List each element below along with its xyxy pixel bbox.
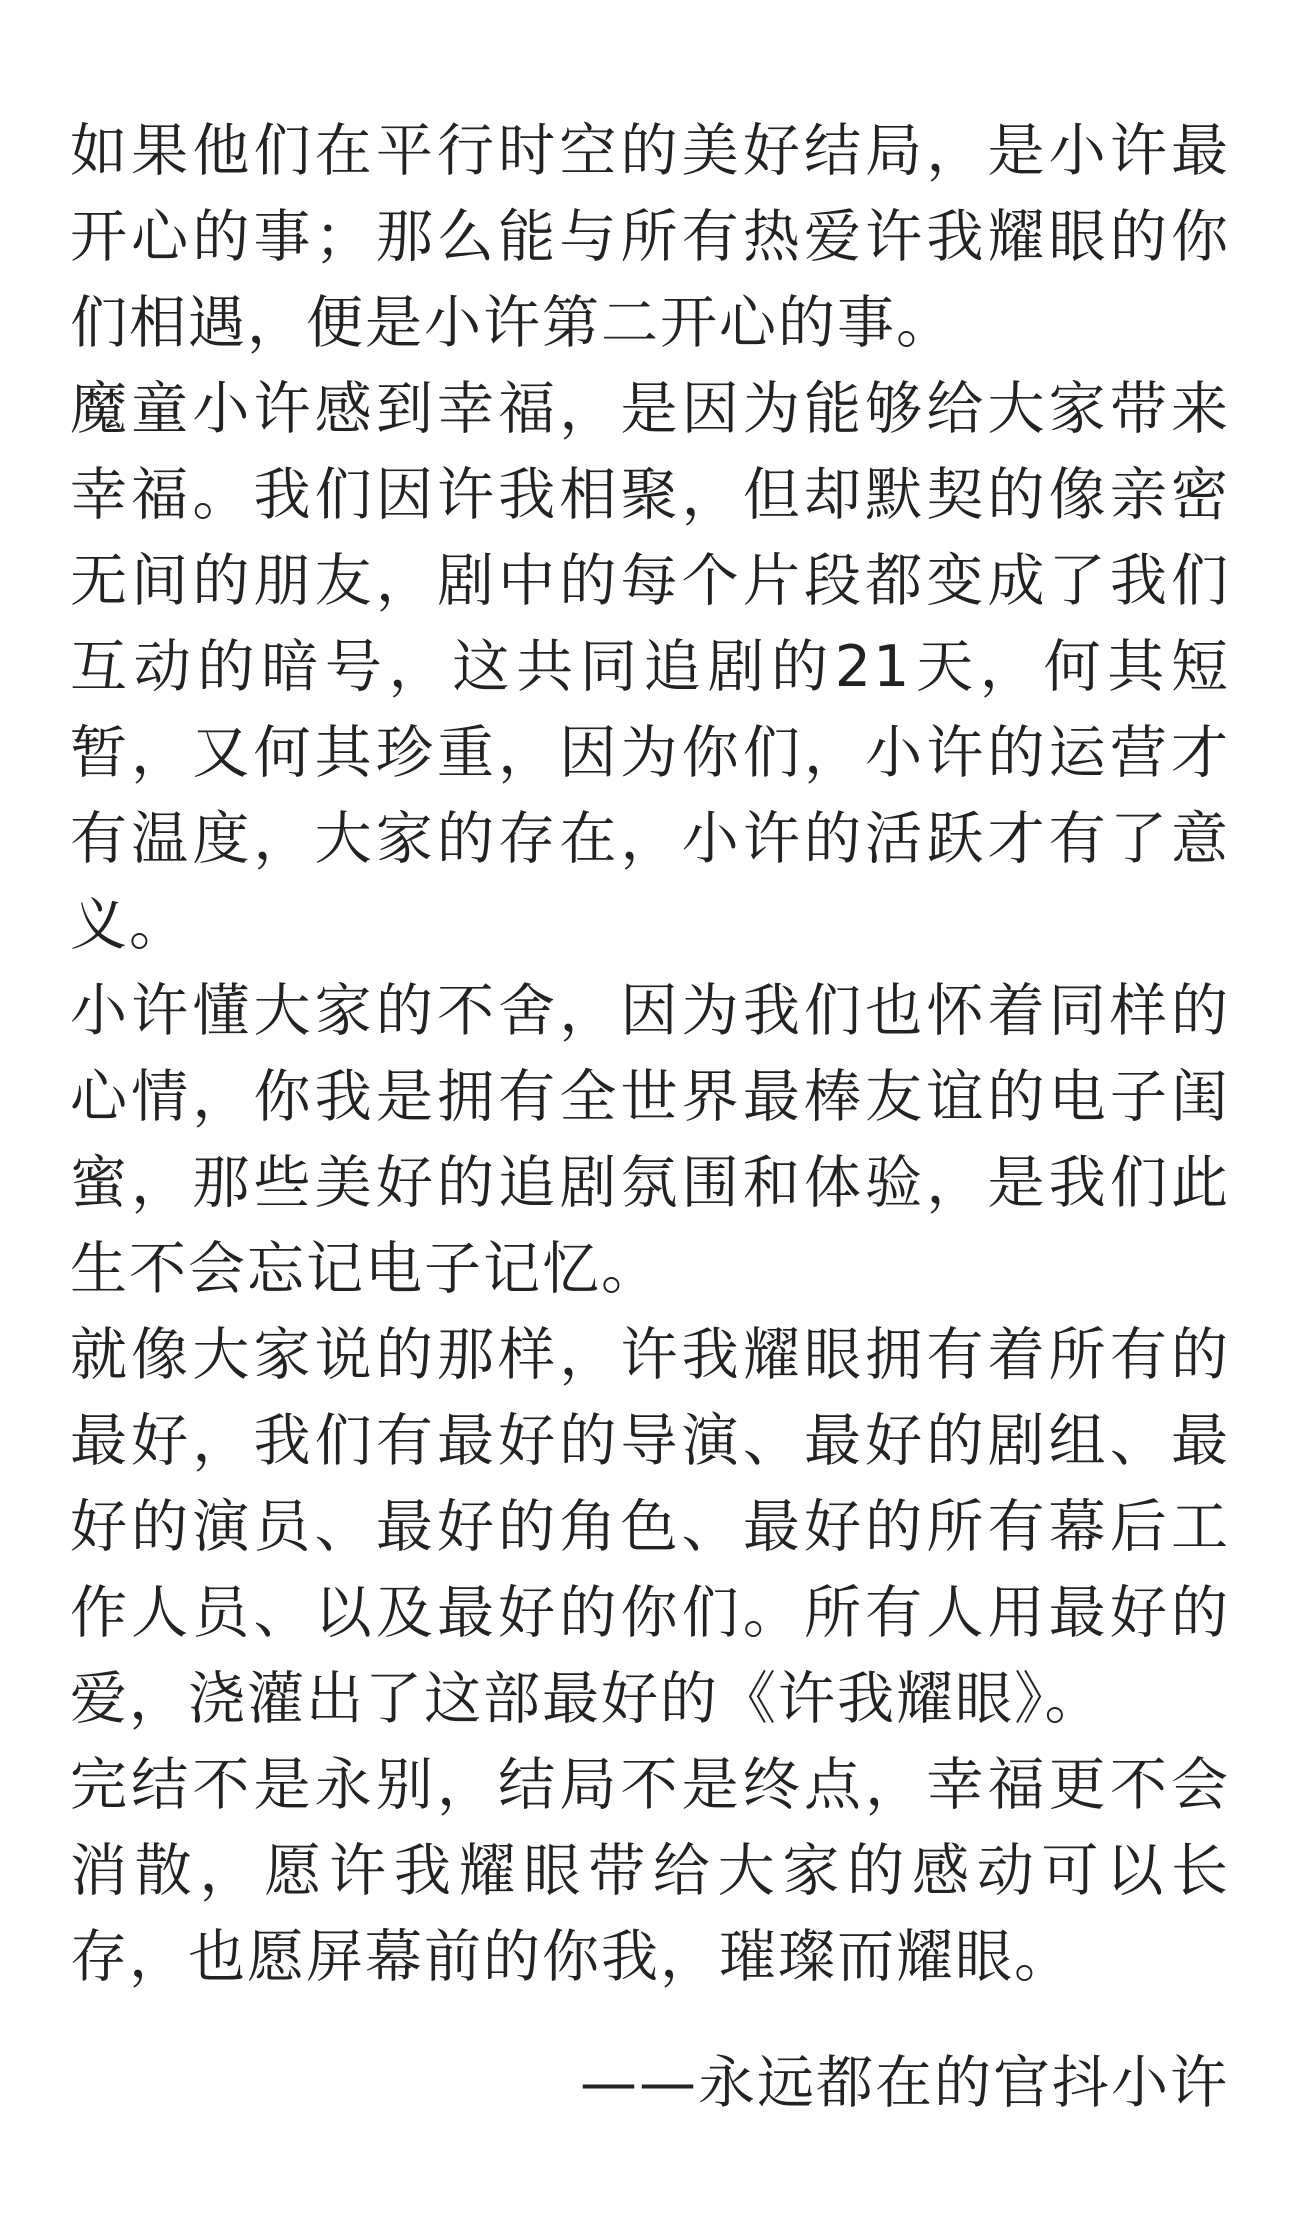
paragraph-4: 就像大家说的那样，许我耀眼拥有着所有的最好，我们有最好的导演、最好的剧组、最好的演员、最好的角色、最好的所有幕后工作人员、以及最好的你们。所有人用最好的爱，浇灌出了这部最好的《许我耀眼》。 [70, 1322, 1230, 1732]
paragraph-2: 魔童小许感到幸福，是因为能够给大家带来幸福。我们因许我相聚，但却默契的像亲密无间的朋友，剧中的每个片段都变成了我们互动的暗号，这共同追剧的21天，何其短暂，又何其珍重，因为你们，小许的运营才有温度，大家的存在，小许的活跃才有了意义。 [70, 376, 1230, 958]
signature: ——永远都在的官抖小许 [580, 2050, 1229, 2116]
paragraph-5: 完结不是永别，结局不是终点，幸福更不会消散，愿许我耀眼带给大家的感动可以长存，也愿屏幕前的你我，璀璨而耀眼。 [70, 1752, 1230, 1990]
letter-body [70, 108, 1230, 2000]
paragraph-3: 小许懂大家的不舍，因为我们也怀着同样的心情，你我是拥有全世界最棒友谊的电子闺蜜，那些美好的追剧氛围和体验，是我们此生不会忘记电子记忆。 [70, 978, 1230, 1302]
paragraph-1: 如果他们在平行时空的美好结局，是小许最开心的事；那么能与所有热爱许我耀眼的你们相遇，便是小许第二开心的事。 [70, 118, 1230, 356]
